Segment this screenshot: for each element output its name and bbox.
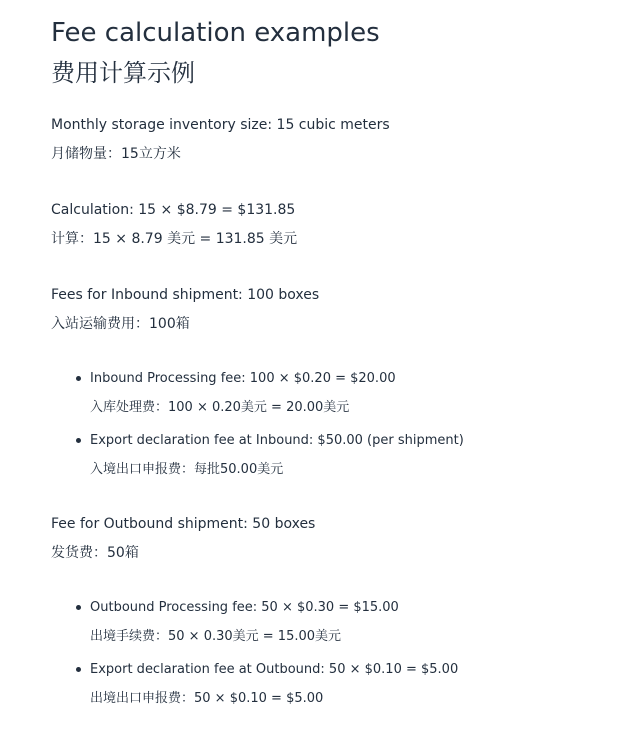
storage-calculation-text: Calculation: 15 × $8.79 = $131.85 (51, 202, 296, 218)
bullet-icon (76, 376, 81, 381)
inbound-heading-chinese: 入站运输费用：100箱 (51, 316, 190, 332)
outbound-processing-fee-text: Outbound Processing fee: 50 × $0.30 = $15.00 (90, 600, 399, 615)
outbound-export-declaration-fee-text: Export declaration fee at Outbound: 50 × $0.10 = $5.00 (90, 662, 459, 677)
page-title-chinese: 费用计算示例 (51, 59, 195, 87)
storage-size-text-chinese: 月储物量：15立方米 (51, 146, 181, 162)
outbound-export-declaration-fee-text-chinese: 出境出口申报费：50 × $0.10 = $5.00 (90, 691, 324, 706)
outbound-heading: Fee for Outbound shipment: 50 boxes (51, 516, 316, 532)
bullet-icon (76, 438, 81, 443)
outbound-processing-fee-text-chinese: 出境手续费：50 × 0.30美元 = 15.00美元 (90, 629, 342, 644)
page-title: Fee calculation examples (51, 18, 380, 48)
inbound-export-declaration-fee-text: Export declaration fee at Inbound: $50.00 (per shipment) (90, 433, 464, 448)
inbound-processing-fee-text-chinese: 入库处理费：100 × 0.20美元 = 20.00美元 (90, 400, 350, 415)
inbound-processing-fee-text: Inbound Processing fee: 100 × $0.20 = $20.00 (90, 371, 396, 386)
inbound-export-declaration-fee-text-chinese: 入境出口申报费：每批50.00美元 (90, 462, 284, 477)
outbound-heading-chinese: 发货费：50箱 (51, 545, 139, 561)
bullet-icon (76, 605, 81, 610)
storage-calculation-text-chinese: 计算：15 × 8.79 美元 = 131.85 美元 (51, 231, 298, 247)
inbound-heading: Fees for Inbound shipment: 100 boxes (51, 287, 320, 303)
storage-size-text: Monthly storage inventory size: 15 cubic meters (51, 117, 390, 133)
bullet-icon (76, 667, 81, 672)
